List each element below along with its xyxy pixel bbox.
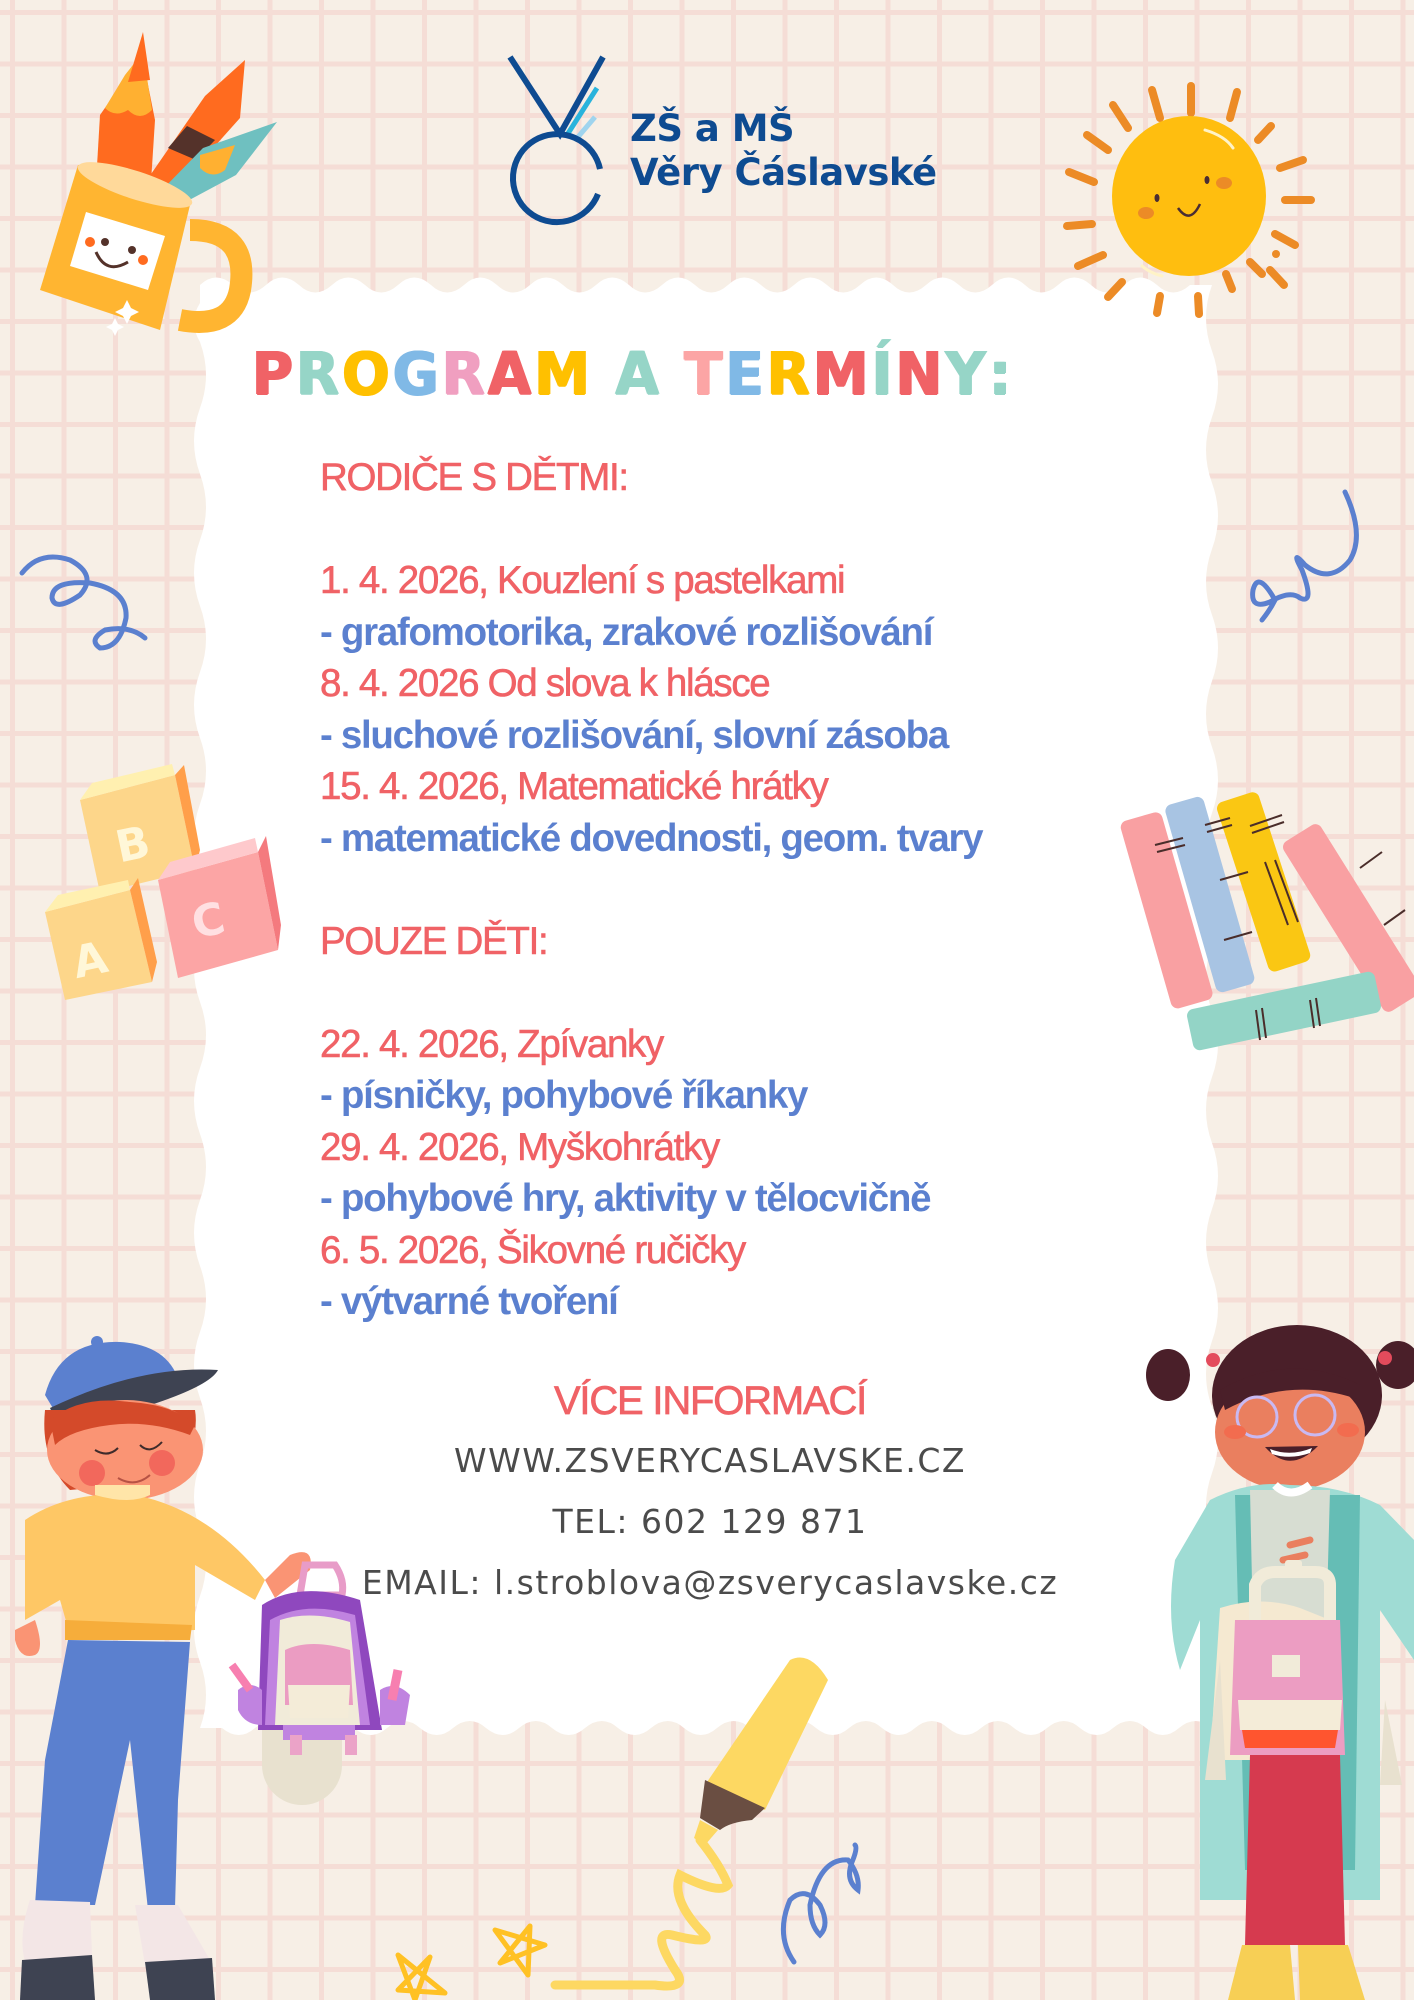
event-detail: - pohybové hry, aktivity v tělocvičně bbox=[320, 1177, 931, 1220]
event-title: 6. 5. 2026, Šikovné ručičky bbox=[320, 1228, 746, 1272]
event-detail: - písničky, pohybové říkanky bbox=[320, 1074, 808, 1117]
title-letter: M bbox=[534, 340, 593, 409]
svg-text:B: B bbox=[111, 816, 155, 874]
title-letter bbox=[593, 344, 616, 407]
title-letter: P bbox=[252, 340, 297, 409]
event-item bbox=[320, 555, 1140, 658]
title-letter bbox=[662, 344, 685, 407]
event-title: 8. 4. 2026 Od slova k hlásce bbox=[320, 662, 770, 705]
event-item bbox=[320, 658, 1140, 761]
event-title: 22. 4. 2026, Zpívanky bbox=[320, 1022, 663, 1066]
title-letter: R bbox=[766, 340, 813, 409]
title-letter: A bbox=[487, 340, 535, 409]
school-name-line1: ZŠ a MŠ bbox=[630, 107, 795, 150]
website-link[interactable]: WWW.ZSVERYCASLAVSKE.CZ bbox=[453, 1441, 967, 1480]
school-logo-icon bbox=[510, 57, 603, 222]
event-item bbox=[320, 1225, 1140, 1328]
kids-heading: POUZE DĚTI: bbox=[320, 919, 548, 963]
event-title: 1. 4. 2026, Kouzlení s pastelkami bbox=[320, 559, 845, 602]
event-item bbox=[320, 1019, 1140, 1122]
pencil-mug-icon bbox=[40, 32, 277, 336]
title-letter: M bbox=[812, 340, 872, 409]
program-list bbox=[320, 452, 1140, 1328]
title-letter: R bbox=[296, 340, 343, 409]
school-name bbox=[630, 107, 937, 195]
title-letter: N bbox=[895, 340, 946, 409]
event-item bbox=[320, 1122, 1140, 1225]
title-letter: Í bbox=[871, 340, 896, 409]
event-item bbox=[320, 761, 1140, 864]
title-letter: T bbox=[684, 340, 726, 409]
school-name-line2: Věry Čáslavské bbox=[630, 151, 937, 194]
title-letter: G bbox=[392, 340, 442, 409]
stars-icon bbox=[398, 1926, 545, 2000]
swirl-left-icon bbox=[22, 557, 145, 648]
page-title bbox=[252, 340, 1172, 409]
event-detail: - grafomotorika, zrakové rozlišování bbox=[320, 610, 933, 654]
title-letter: : bbox=[988, 340, 1015, 409]
sun-icon bbox=[1067, 86, 1311, 314]
email-link[interactable]: EMAIL: l.stroblova@zsverycaslavske.cz bbox=[361, 1563, 1059, 1602]
parents-heading: RODIČE S DĚTMI: bbox=[320, 456, 628, 499]
title-letter: E bbox=[725, 340, 767, 409]
title-letter: A bbox=[615, 340, 662, 409]
swirl-bottom-icon bbox=[783, 1845, 858, 1962]
title-letter: Y bbox=[945, 340, 989, 409]
phone-number[interactable]: TEL: 602 129 871 bbox=[552, 1502, 868, 1541]
more-info-heading: VÍCE INFORMACÍ bbox=[553, 1379, 867, 1423]
contact-info bbox=[240, 1372, 1180, 1613]
title-letter: R bbox=[441, 340, 488, 409]
event-detail: - výtvarné tvoření bbox=[320, 1280, 618, 1323]
swirl-right-icon bbox=[1253, 492, 1357, 620]
title-letter: O bbox=[342, 340, 393, 409]
svg-text:C: C bbox=[187, 892, 230, 950]
event-detail: - sluchové rozlišování, slovní zásoba bbox=[320, 713, 948, 757]
event-title: 29. 4. 2026, Myškohrátky bbox=[320, 1125, 719, 1169]
event-detail: - matematické dovednosti, geom. tvary bbox=[320, 816, 983, 860]
event-title: 15. 4. 2026, Matematické hrátky bbox=[320, 765, 828, 808]
svg-text:A: A bbox=[68, 932, 113, 990]
